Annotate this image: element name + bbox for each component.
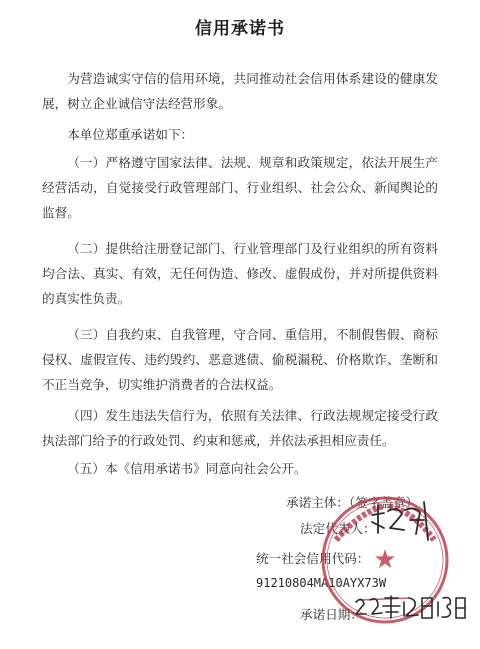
pledge-item-3: （三）自我约束、自我管理，守合同、重信用，不制假售假、商标侵权、虚假宣传、违约毁约、恶意逃债、偷税漏税、价格欺诈、垄断和不正当竞争，切实维护消费者的合法权益。 — [42, 327, 438, 392]
pledge-heading: 本单位郑重承诺如下： — [67, 127, 194, 142]
intro-paragraph: 为营造诚实守信的信用环境，共同推动社会信用体系建设的健康发展，树立企业诚信守法经营形象。 — [42, 71, 438, 111]
pledge-item-2: （二）提供给注册登记部门、行业管理部门及行业组织的所有资料均合法、真实、有效，无任何伪造、修改、虚假成份，并对所提供资料的真实性负责。 — [42, 241, 438, 306]
promisor-label: 承诺主体：（签字盖章） — [286, 495, 419, 510]
svg-text:★: ★ — [373, 545, 397, 575]
document-title: 信用承诺书 — [195, 19, 285, 39]
legal-rep-label: 法定代表人： — [300, 521, 376, 536]
pledge-item-5: （五）本《信用承诺书》同意向社会公开。 — [67, 461, 307, 476]
date-label: 承诺日期： — [300, 607, 363, 622]
credit-code-value: 91210804MA10AYX73W — [256, 576, 387, 590]
pledge-item-1: （一）严格遵守国家法律、法规、规章和政策规定，依法开展生产经营活动，自觉接受行政管理部门、行业组织、社会公众、新闻舆论的监督。 — [42, 155, 438, 220]
credit-code-label: 统一社会信用代码： — [256, 551, 370, 566]
pledge-item-4: （四）发生违法失信行为，依照有关法律、行政法规规定接受行政执法部门给予的行政处罚、约束和惩戒，并依法承担相应责任。 — [42, 408, 438, 448]
